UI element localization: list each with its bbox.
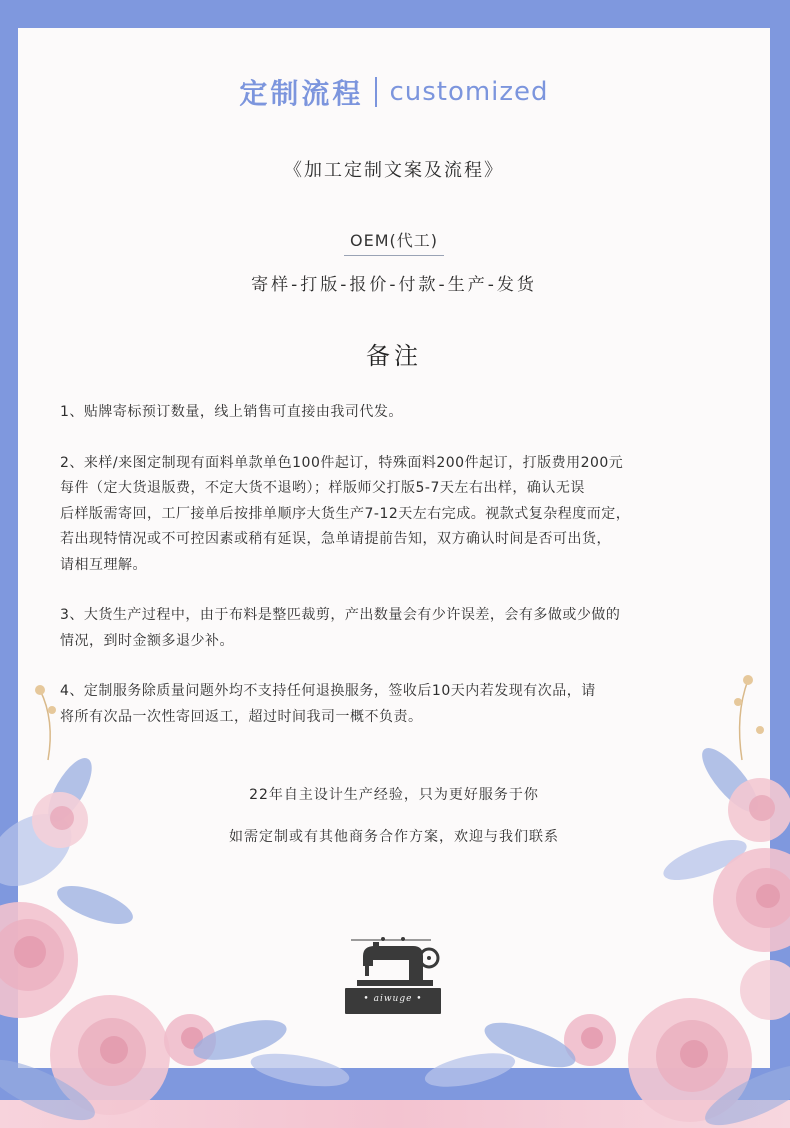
note-item [60, 603, 740, 654]
note-line: 若出现特情况或不可控因素或稍有延误，急单请提前告知，双方确认时间是否可出货， [60, 531, 611, 547]
oem-label: OEM(代工) [344, 228, 444, 256]
document-title: 《加工定制文案及流程》 [284, 160, 504, 181]
note-line: 4、定制服务除质量问题外均不支持任何退换服务，签收后10天内若发现有次品，请 [60, 683, 596, 699]
note-item [60, 451, 740, 579]
note-line: 请相互理解。 [60, 556, 147, 573]
note-line: 2、来样/来图定制现有面料单款单色100件起订，特殊面料200件起订，打版费用200元 [60, 454, 624, 471]
note-line: 情况，到时金额多退少补。 [60, 632, 234, 649]
title-divider [375, 77, 377, 107]
note-line: 后样版需寄回，工厂接单后按排单顺序大货生产7-12天左右完成。视款式复杂程度而定， [60, 505, 631, 522]
note-line: 每件（定大货退版费，不定大货不退哟）；样版师父打版5-7天左右出样，确认无误 [60, 480, 585, 496]
note-item [60, 679, 740, 730]
bottom-pink-band [0, 1100, 790, 1128]
page-subtitle: customized [389, 77, 549, 107]
contact-line: 如需定制或有其他商务合作方案，欢迎与我们联系 [229, 829, 559, 845]
page-header [18, 72, 770, 112]
notes-list [60, 400, 740, 755]
notes-heading: 备注 [366, 342, 422, 370]
sewing-machine-icon [343, 936, 443, 992]
note-line: 将所有次品一次性寄回返工，超过时间我司一概不负责。 [60, 708, 423, 725]
note-item [60, 400, 740, 426]
brand-logo [343, 936, 443, 1018]
page-title: 定制流程 [239, 77, 364, 110]
logo-text: • aiwuge • [363, 994, 423, 1004]
oem-section [18, 228, 770, 256]
process-steps: 寄样-打版-报价-付款-生产-发货 [251, 275, 537, 295]
experience-line: 22年自主设计生产经验，只为更好服务于你 [249, 787, 539, 803]
note-line: 1、贴牌寄标预订数量，线上销售可直接由我司代发。 [60, 404, 403, 420]
document-card [18, 28, 770, 1068]
note-line: 3、大货生产过程中，由于布料是整匹裁剪，产出数量会有少许误差，会有多做或少做的 [60, 607, 621, 623]
